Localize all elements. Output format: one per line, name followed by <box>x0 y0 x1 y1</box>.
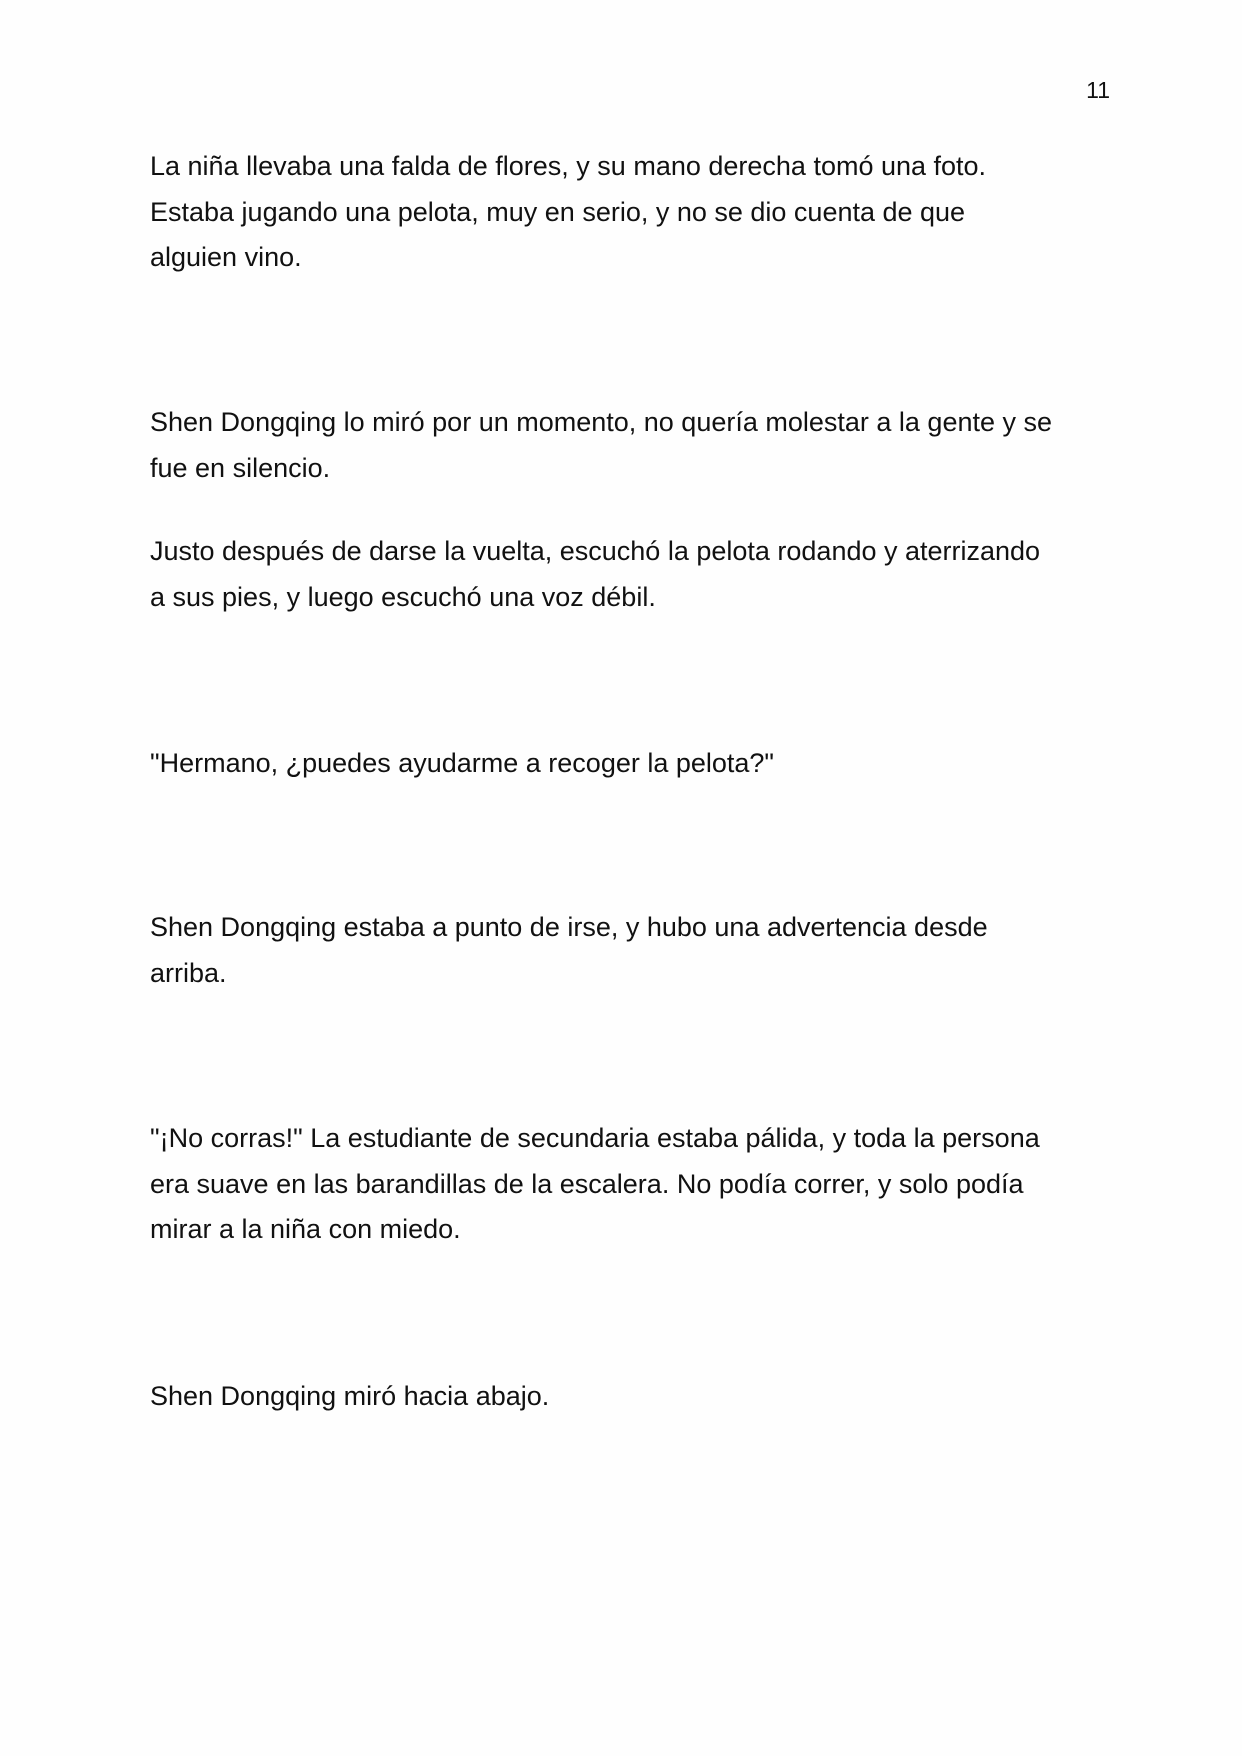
paragraph: Shen Dongqing miró hacia abajo. <box>150 1381 550 1411</box>
page-number: 11 <box>1086 77 1110 103</box>
paragraph: Shen Dongqing estaba a punto de irse, y hubo una advertencia desde arriba. <box>150 912 988 988</box>
paragraph: "¡No corras!" La estudiante de secundaria estaba pálida, y toda la persona era suave en las barandillas de la escalera. No podía correr, y solo podía mirar a la niña con miedo. <box>150 1123 1040 1244</box>
paragraph: Shen Dongqing lo miró por un momento, no quería molestar a la gente y se fue en silencio. <box>150 407 1053 483</box>
paragraph: Justo después de darse la vuelta, escuchó la pelota rodando y aterrizando a sus pies, y luego escuchó una voz débil. <box>150 536 1041 612</box>
paragraph: La niña llevaba una falda de flores, y su mano derecha tomó una foto. Estaba jugando una pelota, muy en serio, y no se dio cuenta de que alguien vino. <box>150 151 987 272</box>
paragraph: "Hermano, ¿puedes ayudarme a recoger la pelota?" <box>150 748 775 778</box>
